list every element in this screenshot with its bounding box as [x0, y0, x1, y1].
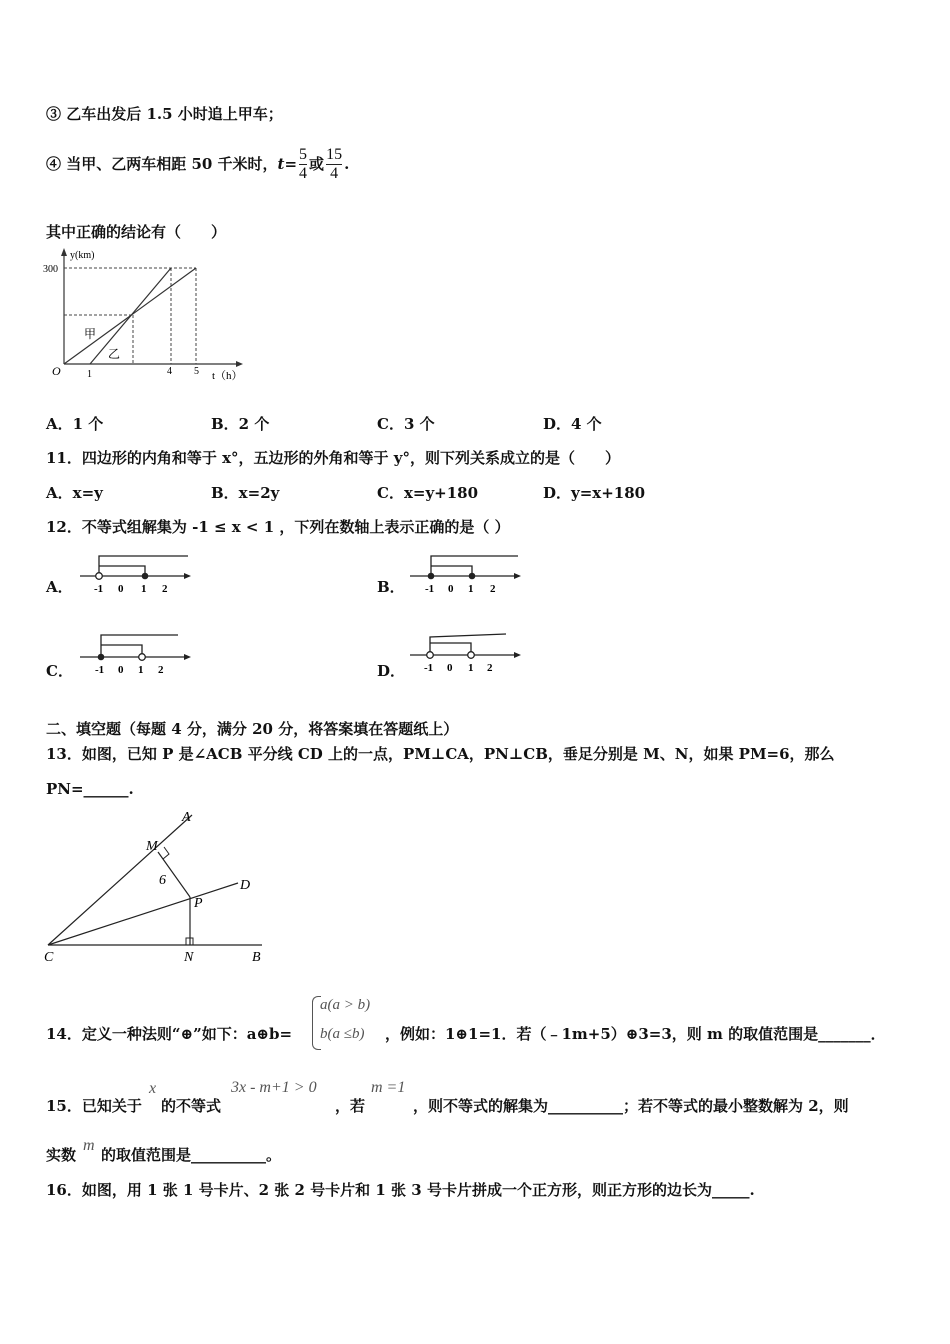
piecewise-case-2: b(a ≤b)	[320, 1026, 365, 1042]
bracket-left	[101, 635, 178, 657]
tick-2: 2	[162, 583, 168, 595]
fraction-numerator: 15	[326, 146, 343, 163]
tick-0: 0	[447, 662, 453, 674]
bracket-right	[99, 566, 145, 576]
label-6: 6	[159, 873, 166, 888]
angle-bisector-figure	[40, 805, 280, 970]
q14-suffix: ，例如：1⊕1=1．若（﹣1m+5）⊕3=3，则 m 的取值范围是_______．	[385, 1025, 886, 1043]
q15-part-4: ，则不等式的解集为__________；若不等式的最小整数解为 2，则	[413, 1097, 849, 1115]
filled-point-minus1	[98, 654, 105, 661]
q12-option-d-label[interactable]: D．	[377, 662, 406, 680]
filled-point-1	[142, 573, 149, 580]
tick-1: 1	[138, 664, 144, 676]
q12-option-a-label[interactable]: A．	[46, 578, 73, 596]
q16-text: 16．如图，用 1 张 1 号卡片、2 张 2 号卡片和 1 张 3 号卡片拼成一个正方形，则正方形的边长为_____.	[46, 1181, 755, 1199]
label-N: N	[184, 950, 194, 965]
q15-line2-a: 实数	[46, 1146, 77, 1164]
tick-minus1: -1	[424, 662, 434, 674]
right-angle-M	[163, 847, 169, 859]
label-P: P	[194, 896, 203, 911]
tick-1: 1	[141, 583, 147, 595]
tick-0: 0	[118, 664, 124, 676]
statement-3: ③ 乙车出发后 1.5 小时追上甲车；	[46, 105, 283, 123]
y-tick-300: 300	[43, 264, 58, 275]
q15-part-2: 的不等式	[161, 1097, 222, 1115]
x-tick-4: 4	[167, 366, 172, 377]
statement-4	[46, 146, 349, 184]
q11-option-d[interactable]: D．y=x+180	[543, 484, 646, 502]
axis-arrow	[514, 652, 521, 658]
q15-variable-m: m	[83, 1137, 95, 1154]
q13-text-2: PN=______.	[46, 780, 134, 798]
open-point-minus1	[96, 573, 103, 580]
ray-CD	[48, 883, 238, 945]
q15-inequality: 3x - m+1 > 0	[231, 1079, 317, 1096]
open-point-1	[468, 652, 475, 659]
distance-time-graph	[40, 244, 250, 389]
y-axis-arrow	[61, 248, 67, 256]
piecewise-case-1: a(a > b)	[320, 997, 371, 1013]
origin-label: O	[52, 364, 61, 378]
filled-point-minus1	[428, 573, 435, 580]
x-tick-5: 5	[194, 366, 199, 377]
fraction-denominator: 4	[299, 165, 308, 183]
tick-minus1: -1	[425, 583, 435, 595]
x-axis-label: t（h）	[212, 370, 243, 382]
fraction-5-4	[299, 146, 307, 184]
x-axis-arrow	[236, 361, 243, 367]
bracket-left	[430, 634, 506, 655]
q10-option-b[interactable]: B．2 个	[211, 415, 270, 433]
t-variable: t=	[277, 154, 298, 173]
fraction-numerator: 5	[299, 146, 308, 163]
bracket-right	[430, 643, 471, 655]
fraction-denominator: 4	[326, 164, 342, 183]
x-tick-1: 1	[87, 369, 92, 380]
label-D: D	[240, 878, 251, 893]
label-M: M	[146, 839, 158, 854]
tick-1: 1	[468, 583, 474, 595]
label-B: B	[252, 950, 261, 965]
axis-arrow	[184, 654, 191, 660]
q15-variable-x: x	[149, 1080, 157, 1097]
line-yi	[90, 268, 171, 364]
label-jia: 甲	[84, 327, 97, 341]
q11-option-a[interactable]: A．x=y	[46, 484, 103, 502]
q13-text: 13．如图，已知 P 是∠ACB 平分线 CD 上的一点，PM⊥CA，PN⊥CB，垂足分别是 M、N，如果 PM=6，那么	[46, 745, 835, 763]
q11-option-b[interactable]: B．x=2y	[211, 484, 280, 502]
bracket-right	[431, 566, 472, 576]
filled-point-1	[469, 573, 476, 580]
label-C: C	[44, 950, 54, 965]
q15-part-3: ，若	[335, 1097, 366, 1115]
tick-2: 2	[158, 664, 164, 676]
tick-2: 2	[487, 662, 493, 674]
period: .	[344, 154, 350, 173]
axis-arrow	[184, 573, 191, 579]
statement-4-prefix: ④ 当甲、乙两车相距 50 千米时，	[46, 154, 278, 173]
tick-0: 0	[448, 583, 454, 595]
q12-text: 12．不等式组解集为 -1 ≤ x < 1 ，下列在数轴上表示正确的是（ ）	[46, 518, 510, 536]
number-line-b[interactable]	[408, 548, 528, 596]
label-A: A	[182, 810, 191, 825]
q15-part-1: 15．已知关于	[46, 1097, 142, 1115]
q15-line2-b: 的取值范围是__________。	[101, 1146, 282, 1164]
open-point-minus1	[427, 652, 434, 659]
q12-option-b-label[interactable]: B．	[377, 578, 405, 596]
number-line-d[interactable]	[408, 628, 528, 676]
number-line-c[interactable]	[78, 628, 198, 676]
q10-question: 其中正确的结论有（ ）	[46, 223, 227, 241]
tick-1: 1	[468, 662, 474, 674]
tick-2: 2	[490, 583, 496, 595]
or-word: 或	[309, 154, 325, 173]
label-yi: 乙	[108, 347, 121, 361]
section-2-title: 二、填空题（每题 4 分，满分 20 分，将答案填在答题纸上）	[46, 720, 459, 738]
q11-text: 11．四边形的内角和等于 x°，五边形的外角和等于 y°，则下列关系成立的是（ ）	[46, 449, 620, 467]
open-point-1	[139, 654, 146, 661]
tick-0: 0	[118, 583, 124, 595]
q14-prefix: 14．定义一种法则“⊕”如下：a⊕b=	[46, 1025, 293, 1043]
axis-arrow	[514, 573, 521, 579]
y-axis-label: y(km)	[70, 250, 95, 261]
q15-m-equals: m =1	[371, 1079, 406, 1096]
q10-option-a[interactable]: A．1 个	[46, 415, 104, 433]
ray-CA	[48, 815, 192, 945]
q11-option-c[interactable]: C．x=y+180	[377, 484, 479, 502]
number-line-a[interactable]	[78, 548, 198, 596]
tick-minus1: -1	[94, 583, 104, 595]
q12-option-c-label[interactable]: C．	[46, 662, 73, 680]
q10-option-c[interactable]: C．3 个	[377, 415, 435, 433]
tick-minus1: -1	[95, 664, 105, 676]
q10-option-d[interactable]: D．4 个	[543, 415, 602, 433]
bracket-right	[101, 645, 142, 657]
fraction-15-4	[326, 146, 342, 184]
